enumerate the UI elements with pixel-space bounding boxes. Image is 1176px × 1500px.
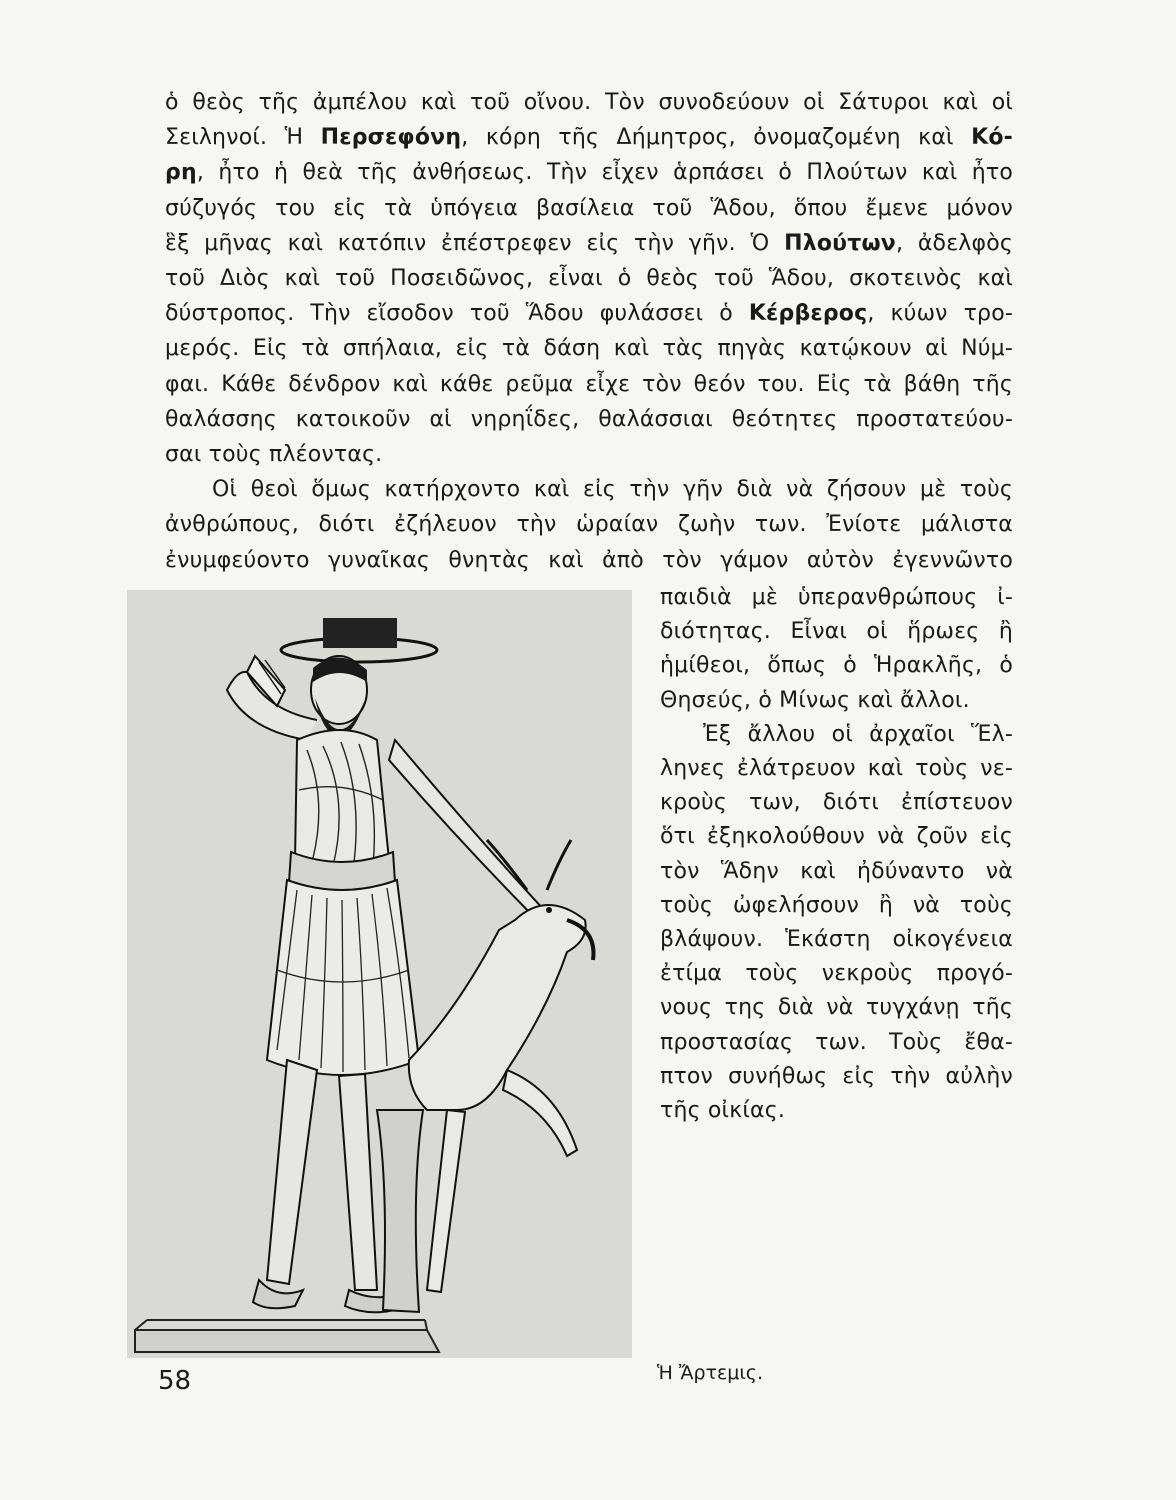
text-segment: ἐνυμφεύοντο γυναῖκας θνητὰς καὶ ἀπὸ τὸν γάμον αὐτὸν ἐγεννῶντο [165, 547, 1013, 573]
text-line [165, 227, 1013, 261]
bold-term: ρη [165, 160, 197, 186]
bold-term: Περσεφόνη [320, 125, 462, 151]
text-line: κροὺς των, διότι ἐπίστευον [660, 790, 1013, 816]
text-segment: , ἀδελφὸς [895, 230, 1013, 256]
text-line: προστασίας των. Τοὺς ἔθα- [660, 1029, 1013, 1055]
text-line [165, 544, 1013, 578]
text-line: βλάψουν. Ἑκάστη οἰκογένεια [660, 927, 1013, 952]
text-segment: ἓξ μῆνας καὶ κατόπιν ἐπέστρεφεν εἰς τὴν γῆν. Ὁ [165, 230, 785, 256]
text-line [165, 86, 1013, 120]
text-line [165, 332, 1013, 366]
text-segment: σαι τοὺς πλέοντας. [165, 442, 383, 467]
text-line: διότητας. Εἶναι οἱ ἥρωες ἢ [660, 619, 1013, 645]
bold-term: Πλούτων [784, 230, 896, 256]
text-line: ἐτίμα τοὺς νεκροὺς προγό- [660, 961, 1013, 987]
text-line: νους της διὰ νὰ τυγχάνῃ τῆς [660, 995, 1013, 1021]
text-segment: Οἱ θεοὶ ὅμως κατήρχοντο καὶ εἰς τὴν γῆν διὰ νὰ ζήσουν μὲ τοὺς [212, 477, 1013, 503]
text-segment: μερός. Εἰς τὰ σπήλαια, εἰς τὰ δάση καὶ τὰς πηγὰς κατῴκουν αἱ Νύμ- [165, 336, 1013, 362]
text-segment: Σειληνοί. Ἡ [165, 125, 321, 151]
bold-term: Κέρβερος [748, 301, 868, 327]
text-line: τοὺς ὠφελήσουν ἢ νὰ τοὺς [660, 892, 1013, 918]
page-number: 58 [158, 1366, 192, 1396]
text-line [165, 297, 1013, 331]
text-line [165, 156, 1013, 190]
text-line [165, 192, 1013, 226]
text-segment: ὁ θεὸς τῆς ἀμπέλου καὶ τοῦ οἴνου. Τὸν συνοδεύουν οἱ Σάτυροι καὶ οἱ [165, 90, 1013, 115]
text-line [165, 121, 1013, 155]
text-line: παιδιὰ μὲ ὑπερανθρώπους ἰ- [660, 585, 1013, 610]
text-segment: τοῦ Διὸς καὶ τοῦ Ποσειδῶνος, εἶναι ὁ θεὸς τοῦ Ἅδου, σκοτεινὸς καὶ [165, 266, 1013, 291]
bold-term: Κό- [971, 125, 1014, 151]
text-line: τὸν Ἅδην καὶ ἠδύναντο νὰ [660, 858, 1013, 884]
text-segment: ἀνθρώπους, διότι ἐζήλευον τὴν ὡραίαν ζωὴν των. Ἐνίοτε μάλιστα [165, 512, 1013, 538]
text-line: τῆς οἰκίας. [660, 1098, 786, 1123]
artemis-engraving [127, 590, 632, 1358]
text-segment: σύζυγός του εἰς τὰ ὑπόγεια βασίλεια τοῦ Ἅδου, ὅπου ἔμενε μόνον [165, 195, 1013, 221]
text-line: ληνες ἐλάτρευον καὶ τοὺς νε- [660, 756, 1013, 781]
text-line [165, 262, 1013, 296]
text-segment: φαι. Κάθε δένδρον καὶ κάθε ρεῦμα εἶχε τὸν θεόν του. Εἰς τὰ βάθη τῆς [165, 371, 1013, 397]
text-line: ὅτι ἐξηκολούθουν νὰ ζοῦν εἰς [660, 824, 1013, 850]
text-line: ἡμίθεοι, ὅπως ὁ Ἡρακλῆς, ὁ [660, 653, 1013, 679]
text-line: Θησεύς, ὁ Μίνως καὶ ἄλλοι. [660, 687, 970, 713]
text-line [165, 508, 1013, 542]
text-line [165, 438, 1013, 472]
text-segment: , ἦτο ἡ θεὰ τῆς ἀνθήσεως. Τὴν εἶχεν ἁρπάσει ὁ Πλούτων καὶ ἦτο [196, 160, 1013, 186]
artemis-illustration [127, 590, 632, 1358]
text-line [165, 403, 1013, 437]
text-segment: δύστροπος. Τὴν εἴσοδον τοῦ Ἅδου φυλάσσει ὁ [165, 301, 749, 327]
text-line: πτον συνήθως εἰς τὴν αὐλὴν [660, 1063, 1013, 1089]
text-line: Ἐξ ἄλλου οἱ ἀρχαῖοι Ἕλ- [703, 721, 1013, 747]
figure-caption: Ἡ Ἄρτεμις. [657, 1362, 764, 1384]
text-line [212, 473, 1013, 507]
text-segment: , κόρη τῆς Δήμητρος, ὀνομαζομένη καὶ [461, 125, 972, 151]
text-line [165, 368, 1013, 402]
text-segment: , κύων τρο- [867, 301, 1013, 327]
text-segment: θαλάσσης κατοικοῦν αἱ νηρηΐδες, θαλάσσιαι θεότητες προστατεύου- [165, 406, 1013, 432]
